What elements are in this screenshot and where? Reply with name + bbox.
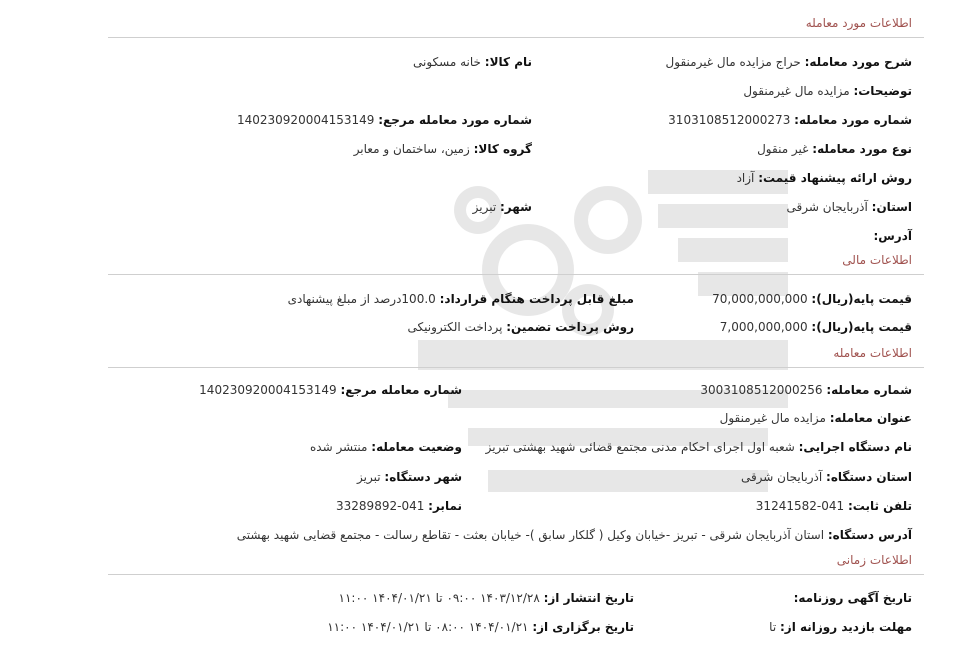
item-province-row: استان: آذربایجان شرقی (786, 200, 912, 214)
parsnamaddata-watermark (408, 160, 798, 520)
divider (108, 367, 924, 368)
fin-guar-row: روش پرداخت تضمین: پرداخت الکترونیکی (407, 320, 634, 334)
fin-base2-row: قیمت پایه(ریال): 7,000,000,000 (719, 320, 912, 334)
deal-title-row: عنوان معامله: مزایده مال غیرمنقول (719, 411, 912, 425)
section-title-item: اطلاعات مورد معامله (805, 16, 912, 30)
section-title-deal: اطلاعات معامله (833, 346, 912, 360)
section-title-financial: اطلاعات مالی (842, 253, 912, 267)
item-method-row: روش ارائه پیشنهاد قیمت: آزاد (736, 171, 912, 185)
deal-org-address-row: آدرس دستگاه: استان آذربایجان شرقی - تبریز -خیابان وکیل ( گلکار سابق )- خیابان بعثت - تقاطع رسالت - مجتمع قضایی شهید بهشتی (236, 528, 912, 542)
deal-org-city-row: شهر دستگاه: تبریز (357, 470, 462, 484)
item-refnum-row: شماره مورد معامله مرجع: 140230920004153149 (236, 113, 532, 127)
time-hold-row: تاریخ برگزاری از: ۱۴۰۴/۰۱/۲۱ ۰۸:۰۰ تا ۱۴۰۴/۰۱/۲۱ ۱۱:۰۰ (327, 620, 634, 634)
deal-org-row: نام دستگاه اجرایی: شعبه اول اجرای احکام مدنی مجتمع قضائی شهید بهشتی تبریز (485, 440, 912, 454)
item-num-row: شماره مورد معامله: 3103108512000273 (668, 113, 912, 127)
deal-details-panel (108, 10, 924, 655)
time-news-row: تاریخ آگهی روزنامه: (793, 591, 912, 605)
time-pub-row: تاریخ انتشار از: ۱۴۰۳/۱۲/۲۸ ۰۹:۰۰ تا ۱۴۰۴/۰۱/۲۱ ۱۱:۰۰ (338, 591, 634, 605)
item-expl-row: توضیحات: مزایده مال غیرمنقول (743, 84, 912, 98)
fin-base1-row: قیمت پایه(ریال): 70,000,000,000 (712, 292, 912, 306)
item-desc-row: شرح مورد معامله: حراج مزایده مال غیرمنقول (665, 55, 912, 69)
item-group-row: گروه کالا: زمین، ساختمان و معابر (353, 142, 532, 156)
deal-phone-row: تلفن ثابت: 041-31241582 (755, 499, 912, 513)
deal-refnum-row: شماره معامله مرجع: 140230920004153149 (199, 383, 462, 397)
fin-pay-row: مبلغ قابل پرداخت هنگام قرارداد: 100.0درصد از مبلغ پیشنهادی (287, 292, 634, 306)
divider (108, 574, 924, 575)
divider (108, 37, 924, 38)
section-title-time: اطلاعات زمانی (836, 553, 912, 567)
deal-org-province-row: استان دستگاه: آذربایجان شرقی (740, 470, 912, 484)
time-visit-row: مهلت بازدید روزانه از: تا (769, 620, 912, 634)
item-type-row: نوع مورد معامله: غیر منقول (757, 142, 912, 156)
item-address-row: آدرس: (873, 229, 912, 243)
item-name-row: نام کالا: خانه مسکونی (413, 55, 532, 69)
deal-fax-row: نمابر: 041-33289892 (336, 499, 462, 513)
deal-status-row: وضعیت معامله: منتشر شده (309, 440, 462, 454)
item-city-row: شهر: تبریز (472, 200, 532, 214)
divider (108, 274, 924, 275)
deal-num-row: شماره معامله: 3003108512000256 (700, 383, 912, 397)
